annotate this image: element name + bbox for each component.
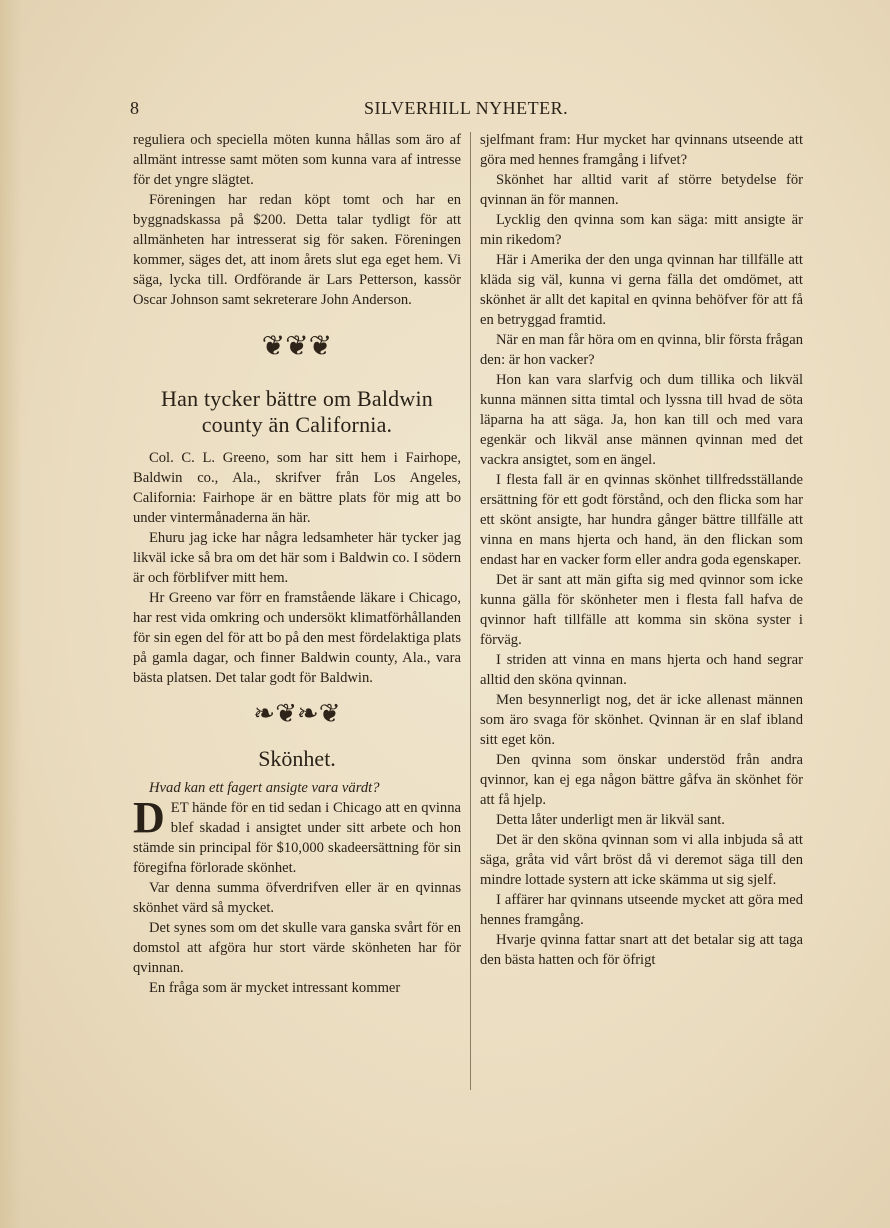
- article-paragraph: Var denna summa öfverdrifven eller är en qvinnas skönhet värd så mycket.: [133, 880, 461, 916]
- right-column: [480, 130, 803, 970]
- drop-cap: D: [133, 793, 165, 842]
- article-paragraph: Detta låter underligt men är likväl sant.: [496, 812, 725, 828]
- page-header: [130, 96, 810, 122]
- left-column: [133, 130, 461, 998]
- article-paragraph: I affärer har qvinnans utseende mycket att göra med hennes framgång.: [480, 892, 803, 928]
- article-paragraph: Skönhet har alltid varit af större betydelse för qvinnan än för mannen.: [480, 172, 803, 208]
- newspaper-title: SILVERHILL NYHETER.: [364, 98, 569, 118]
- column-divider: [470, 132, 471, 1090]
- first-paragraph-text: ET hände för en tid sedan i Chicago att en qvinna blef skadad i ansigtet under sitt arbete och hon stämde sin principal för $10,000 skadeersättning för sin föregifna förlorade skönhet.: [133, 800, 461, 876]
- decorative-ornament-2: ❧❦❧❦: [253, 699, 341, 729]
- article-paragraph: I flesta fall är en qvinnas skönhet tillfredsställande ersättning för ett godt förstånd, och den flicka som har ett skönt ansigte, har hundra gånger bättre tillfälle att vinna en mans hjerta och hand, än den flickan som endast har en vacker form eller andra goda egenskaper.: [480, 472, 803, 568]
- article-paragraph: Det är sant att män gifta sig med qvinnor som icke kunna gälla för skönheter men i flesta fall hafva de qvinnor haft tillfälle att komma sin sköna syster i förväg.: [480, 572, 803, 648]
- article-paragraph: Hon kan vara slarfvig och dum tillika och likväl kunna männen sitta timtal och lyssna till hvad de söta läparna ha att säga. Ja, hon kan till och med vara egenkär och likväl anse männen qvinnan med det vackra ansigtet, som en ängel.: [480, 372, 803, 468]
- article-paragraph: Lycklig den qvinna som kan säga: mitt ansigte är min rikedom?: [480, 212, 803, 248]
- article-paragraph: I striden att vinna en mans hjerta och hand segrar alltid den sköna qvinnan.: [480, 652, 803, 688]
- article-paragraph: Men besynnerligt nog, det är icke allenast männen som äro svaga för skönhet. Qvinnan är en slaf ibland sitt eget kön.: [480, 692, 803, 748]
- article-paragraph: Den qvinna som önskar understöd från andra qvinnor, kan ej ega någon bättre gåfva än skönhet för att få hjelp.: [480, 752, 803, 808]
- article-headline: Han tycker bättre om Baldwin county än California.: [161, 386, 433, 437]
- intro-paragraph: reguliera och speciella möten kunna hållas som äro af allmänt intresse samt möten som kunna vara af intresse för det yngre slägtet.: [133, 132, 461, 188]
- article-headline: Skönhet.: [258, 746, 336, 771]
- article-paragraph: Hr Greeno var förr en framstående läkare i Chicago, har rest vida omkring och undersökt klimatförhållanden för sin egen del för att bo på den mest fördelaktiga plats på gamla dagar, och finner Baldwin county, Ala., vara bästa platsen. Det talar godt för Baldwin.: [133, 590, 461, 686]
- article-paragraph: En fråga som är mycket intressant kommer: [149, 980, 401, 996]
- article-paragraph: Hvarje qvinna fattar snart att det betalar sig att taga den bästa hatten och för öfrigt: [480, 932, 803, 968]
- article-paragraph: Col. C. L. Greeno, som har sitt hem i Fairhope, Baldwin co., Ala., skrifver från Los Angeles, California: Fairhope är en bättre plats för mig att bo under vintermånaderna än här.: [133, 450, 461, 526]
- article-paragraph: Ehuru jag icke har några ledsamheter här tycker jag likväl icke så bra om det här som i Baldwin co. I södern är och förblifver mitt hem.: [133, 530, 461, 586]
- continuation-paragraph: sjelfmant fram: Hur mycket har qvinnans utseende att göra med hennes framgång i lifvet?: [480, 132, 803, 168]
- article-paragraph: Det är den sköna qvinnan som vi alla inbjuda så att säga, gråta vid vårt bröst då vi deremot säga till den mindre lottade systern att icke skämma ut sig sjelf.: [480, 832, 803, 888]
- article-baldwin: [133, 386, 461, 688]
- association-paragraph: Föreningen har redan köpt tomt och har en byggnadskassa på $200. Detta talar tydligt för att allmänheten har intresserat sig för saken. Föreningen kommer, säges det, att inom årets slut ega eget hem. Vi säga, lycka till. Ordförande är Lars Petterson, kassör Oscar Johnson samt sekreterare John Anderson.: [133, 192, 461, 308]
- article-first-paragraph: [133, 793, 461, 878]
- article-paragraph: Det synes som om det skulle vara ganska svårt för en domstol att afgöra hur stort värde skönheten har för qvinnan.: [133, 920, 461, 976]
- decorative-ornament-1: ❦❦❦: [261, 329, 333, 362]
- article-beauty: [133, 746, 461, 998]
- article-paragraph: När en man får höra om en qvinna, blir första frågan den: är hon vacker?: [480, 332, 803, 368]
- article-subtitle: Hvad kan ett fagert ansigte vara värdt?: [149, 780, 380, 796]
- article-paragraph: Här i Amerika der den unga qvinnan har tillfälle att kläda sig väl, kunna vi gerna fälla det omdömet, att skönhet är allt det kapital en qvinna behöfver för att få en betryggad framtid.: [480, 252, 803, 328]
- page-number: 8: [130, 98, 139, 118]
